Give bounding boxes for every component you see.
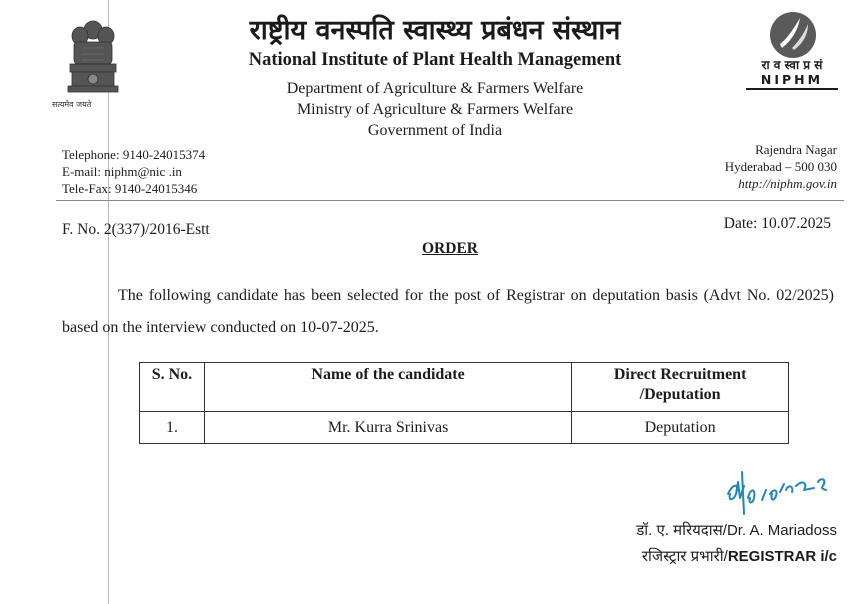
signatory-designation xyxy=(560,546,837,566)
niphm-logo-icon xyxy=(764,10,822,60)
locality: Rajendra Nagar xyxy=(755,142,837,157)
institute-title-english: National Institute of Plant Health Management xyxy=(248,50,622,70)
website-link[interactable]: http://niphm.gov.in xyxy=(738,176,837,191)
header-divider xyxy=(56,200,844,201)
government-name: Government of India xyxy=(367,122,503,139)
national-emblem-icon xyxy=(60,14,126,110)
handwritten-signature xyxy=(722,464,840,520)
signatory-name: डॉ. ए. मरियदास/Dr. A. Mariadoss xyxy=(636,522,837,539)
header-mode: Direct Recruitment /Deputation xyxy=(572,363,789,412)
header-name: Name of the candidate xyxy=(204,363,571,412)
order-heading: ORDER xyxy=(422,240,478,257)
order-body: The following candidate has been selected for the post of Registrar on deputation basis (Advt No. 02/2025) based on the interview conducted on 10-07-2025. xyxy=(62,287,834,336)
email: E-mail: niphm@nic .in xyxy=(62,164,182,179)
order-date: Date: 10.07.2025 xyxy=(723,215,831,232)
designation-hindi: रजिस्ट्रार प्रभारी/ xyxy=(641,548,728,565)
institute-title-hindi: राष्ट्रीय वनस्पति स्वास्थ्य प्रबंधन संस्थान xyxy=(249,15,621,46)
header-sno: S. No. xyxy=(140,363,205,412)
telefax: Tele-Fax: 9140-24015346 xyxy=(62,181,198,196)
logo-hindi-text: रा व स्वा प्र सं xyxy=(761,58,823,72)
designation-english: REGISTRAR i/c xyxy=(727,548,837,565)
logo-english-text: NIPHM xyxy=(746,72,838,90)
table-row xyxy=(140,412,789,444)
emblem-caption: सत्यमेव जयते xyxy=(52,100,92,109)
city: Hyderabad – 500 030 xyxy=(724,159,837,174)
cell-mode: Deputation xyxy=(572,412,789,444)
ministry-name: Ministry of Agriculture & Farmers Welfare xyxy=(296,101,574,118)
file-number: F. No. 2(337)/2016-Estt xyxy=(62,221,210,238)
cell-sno: 1. xyxy=(140,412,205,444)
telephone: Telephone: 9140-24015374 xyxy=(62,147,206,162)
selection-table xyxy=(139,362,789,444)
department-block xyxy=(200,78,670,141)
table-header-row xyxy=(140,363,789,412)
cell-name: Mr. Kurra Srinivas xyxy=(204,412,571,444)
contact-right xyxy=(600,141,837,192)
department-name: Department of Agriculture & Farmers Welfare xyxy=(286,80,584,97)
contact-left xyxy=(62,146,205,197)
